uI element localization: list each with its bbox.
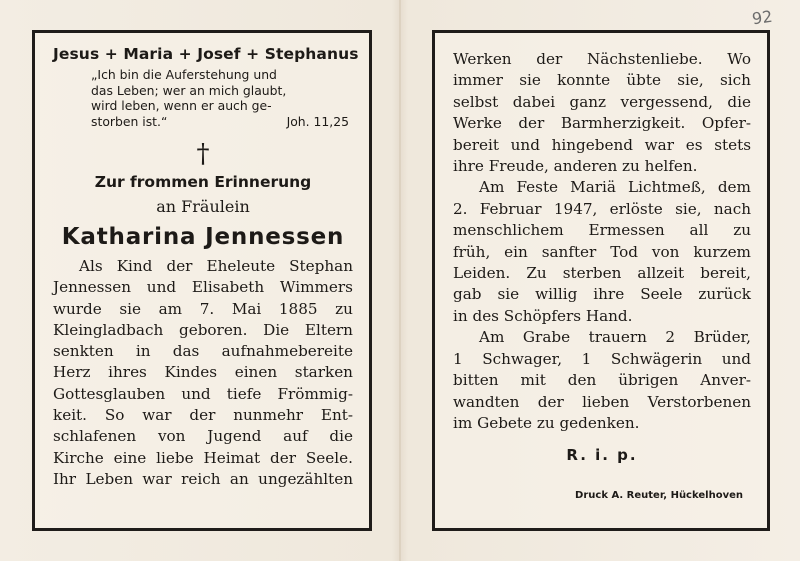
text-line: keit. So war der nunmehr Ent- (53, 406, 353, 425)
text-line: ihre Freude, anderen zu helfen. (453, 157, 698, 176)
text-line: selbst dabei ganz vergessend, die (453, 92, 751, 111)
saints-header: Jesus + Maria + Josef + Stephanus (53, 45, 359, 63)
card-fold (399, 0, 401, 561)
quote-line: wird leben, wenn er auch ge- (91, 98, 272, 113)
quote-last-line (91, 114, 349, 130)
text-line: menschlichem Ermessen all zu (453, 221, 751, 240)
text-line: schlafenen von Jugend auf die (53, 427, 353, 446)
text-line: Werken der Nächstenliebe. Wo (453, 50, 751, 68)
text-line: bitten mit den übrigen Anver- (453, 371, 751, 390)
paragraph-death (453, 177, 751, 327)
text-line: Am Grabe trauern 2 Brüder, (479, 328, 751, 347)
cross-icon: † (196, 139, 210, 169)
rip-closing: R. i. p. (566, 446, 638, 465)
text-line: Gottesglauben und tiefe Frömmig- (53, 384, 353, 403)
text-line: Am Feste Mariä Lichtmeß, dem (479, 178, 751, 197)
text-line: gab sie willig ihre Seele zurück (453, 285, 751, 304)
biography-text (53, 256, 353, 490)
text-line: Ihr Leben war reich an ungezählten (53, 469, 353, 488)
text-line: wurde sie am 7. Mai 1885 zu (53, 299, 353, 318)
deceased-name: Katharina Jennessen (61, 224, 345, 250)
text-line: im Gebete zu gedenken. (453, 413, 640, 432)
text-line: Jennessen und Elisabeth Wimmers (53, 278, 353, 297)
text-line: Kleingladbach geboren. Die Eltern (53, 320, 353, 339)
left-panel (32, 30, 372, 531)
text-line: Werke der Barmherzigkeit. Opfer- (453, 114, 751, 133)
text-line: Herz ihres Kindes einen starken (53, 363, 353, 382)
quote-line: storben ist.“ (91, 113, 168, 129)
miss-label: an Fräulein (156, 197, 250, 216)
paragraph-charity (453, 49, 751, 177)
paragraph-mourners (453, 327, 751, 434)
quote-reference: Joh. 11,25 (286, 113, 349, 129)
quote-line: „Ich bin die Auferstehung und (91, 67, 277, 82)
text-line: 1 Schwager, 1 Schwägerin und (453, 349, 751, 368)
text-line: Leiden. Zu sterben allzeit bereit, (453, 264, 751, 283)
printer-credit: Druck A. Reuter, Hückelhoven (575, 490, 743, 502)
right-panel (432, 30, 770, 531)
bible-quote (91, 67, 349, 129)
text-line: senkten in das aufnahmebereite (53, 342, 353, 361)
text-line: früh, ein sanfter Tod von kurzem (453, 242, 751, 261)
text-line: wandten der lieben Verstorbenen (453, 392, 751, 411)
handwritten-number: 92 (750, 6, 774, 29)
text-line: bereit und hingebend war es stets (453, 135, 751, 154)
text-line: immer sie konnte übte sie, sich (453, 71, 751, 90)
text-line: 2. Februar 1947, erlöste sie, nach (453, 199, 751, 218)
text-line: in des Schöpfers Hand. (453, 306, 633, 325)
quote-line: das Leben; wer an mich glaubt, (91, 82, 287, 98)
memorial-heading: Zur frommen Erinnerung (94, 173, 312, 191)
text-line: Als Kind der Eheleute Stephan (79, 257, 353, 275)
text-line: Kirche eine liebe Heimat der Seele. (53, 448, 353, 467)
